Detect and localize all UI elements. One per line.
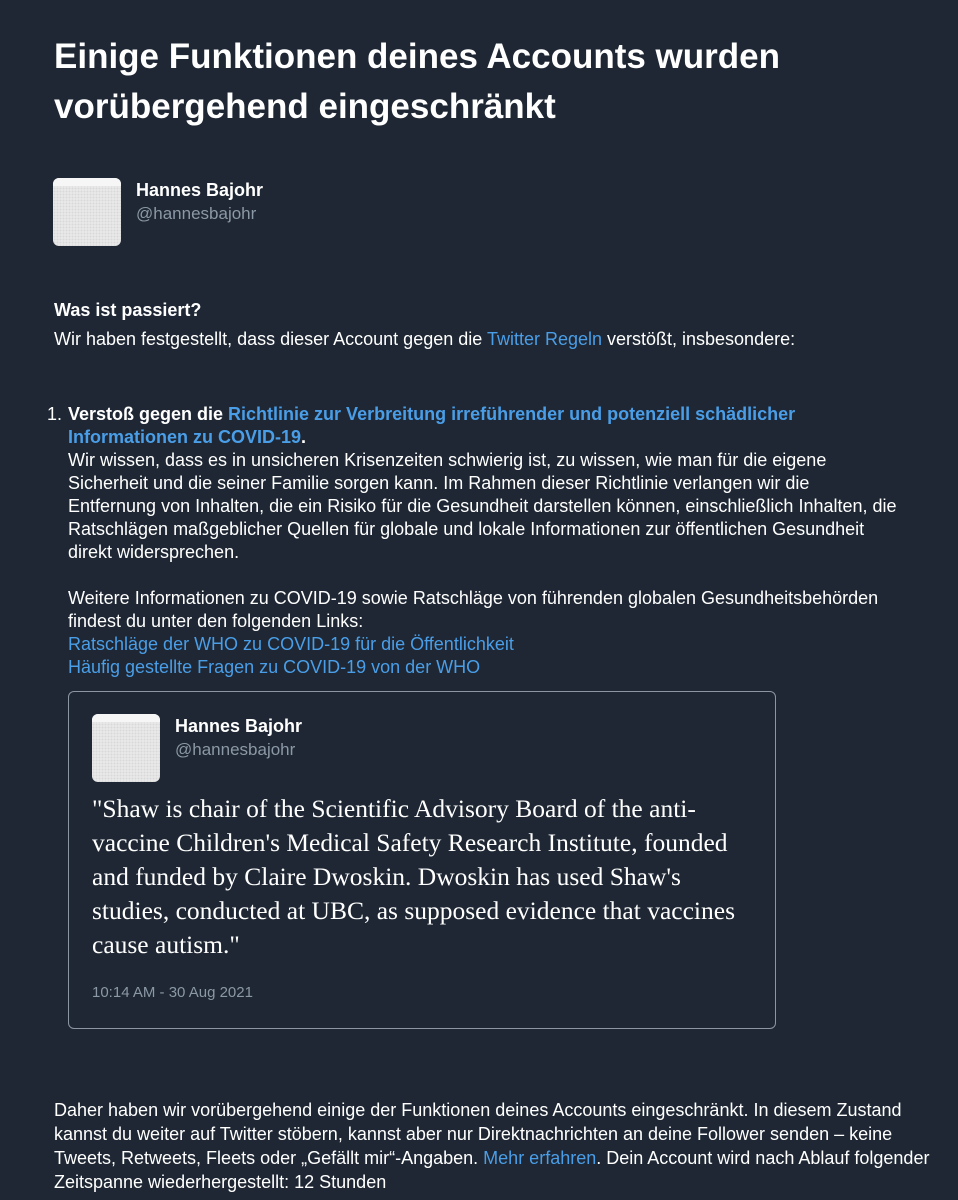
what-happened-text (54, 327, 934, 351)
twitter-rules-link[interactable]: Twitter Regeln (486, 329, 602, 349)
tweet-text: "Shaw is chair of the Scientific Advisory Board of the anti-vaccine Children's Medical Safety Research Institute, founded and funded by Claire Dwoskin. Dwoskin has used Shaw's studies, conducted at UBC, as supposed evidence that vaccines cause autism." (92, 794, 735, 959)
violation-paragraph: Wir wissen, dass es in unsicheren Krisenzeiten schwierig ist, zu wissen, wie man für die eigene Sicherheit und die seiner Familie sorgen kann. Im Rahmen dieser Richtlinie verlangen wir die Entfernung von Inhalten, die ein Risiko für die Gesundheit darstellen können, einschließlich Inhalten, die Ratschlägen maßgeblicher Quellen für globale und lokale Informationen zur öffentlichen Gesundheit direkt widersprechen. (68, 450, 897, 562)
account-name: Hannes Bajohr (136, 180, 264, 200)
avatar (53, 178, 121, 246)
more-info-text: Weitere Informationen zu COVID-19 sowie Ratschläge von führenden globalen Gesundheitsbehörden findest du unter den folgenden Links: (68, 588, 879, 631)
page-title: Einige Funktionen deines Accounts wurden vorübergehend eingeschränkt (54, 37, 780, 126)
what-happened-text-before: Wir haben festgestellt, dass dieser Account gegen die (54, 329, 487, 349)
consequence-text-before: Daher haben wir vorübergehend einige der Funktionen deines Accounts eingeschränkt. In diesem Zustand kannst du weiter auf Twitter stöbern, kannst aber nur Direktnachrichten an deine Follower senden – keine Tweets, Retweets, Fleets oder „Gefällt mir“-Angaben. (54, 1100, 902, 1168)
covid-policy-link[interactable]: Richtlinie zur Verbreitung irreführender und potenziell schädlicher Informationen zu COVID-19 (68, 404, 796, 447)
tweet-timestamp: 10:14 AM - 30 Aug 2021 (92, 984, 253, 1001)
what-happened-text-after: verstößt, insbesondere: (602, 329, 796, 349)
consequence-text (54, 1098, 934, 1194)
who-faq-link[interactable]: Häufig gestellte Fragen zu COVID-19 von der WHO (68, 657, 481, 677)
paragraph-gap (68, 564, 898, 587)
tweet-avatar (92, 714, 160, 782)
consequence-text-after: . Dein Account wird nach Ablauf folgender Zeitspanne wiederhergestellt: 12 Stunden (54, 1148, 930, 1192)
learn-more-link[interactable]: Mehr erfahren (483, 1148, 597, 1168)
violation-heading-suffix: . (301, 427, 307, 447)
who-advice-link[interactable]: Ratschläge der WHO zu COVID-19 für die Öffentlichkeit (68, 634, 514, 654)
violation-heading (68, 403, 898, 449)
tweet-author-handle: @hannesbajohr (175, 740, 296, 759)
violation-body (68, 403, 898, 679)
violation-number: 1. (47, 404, 63, 424)
tweet-card (68, 691, 776, 1029)
tweet-author-name: Hannes Bajohr (175, 716, 303, 736)
what-happened-heading: Was ist passiert? (54, 300, 202, 320)
account-handle: @hannesbajohr (136, 204, 257, 223)
violation-heading-prefix: Verstoß gegen die (68, 404, 229, 424)
